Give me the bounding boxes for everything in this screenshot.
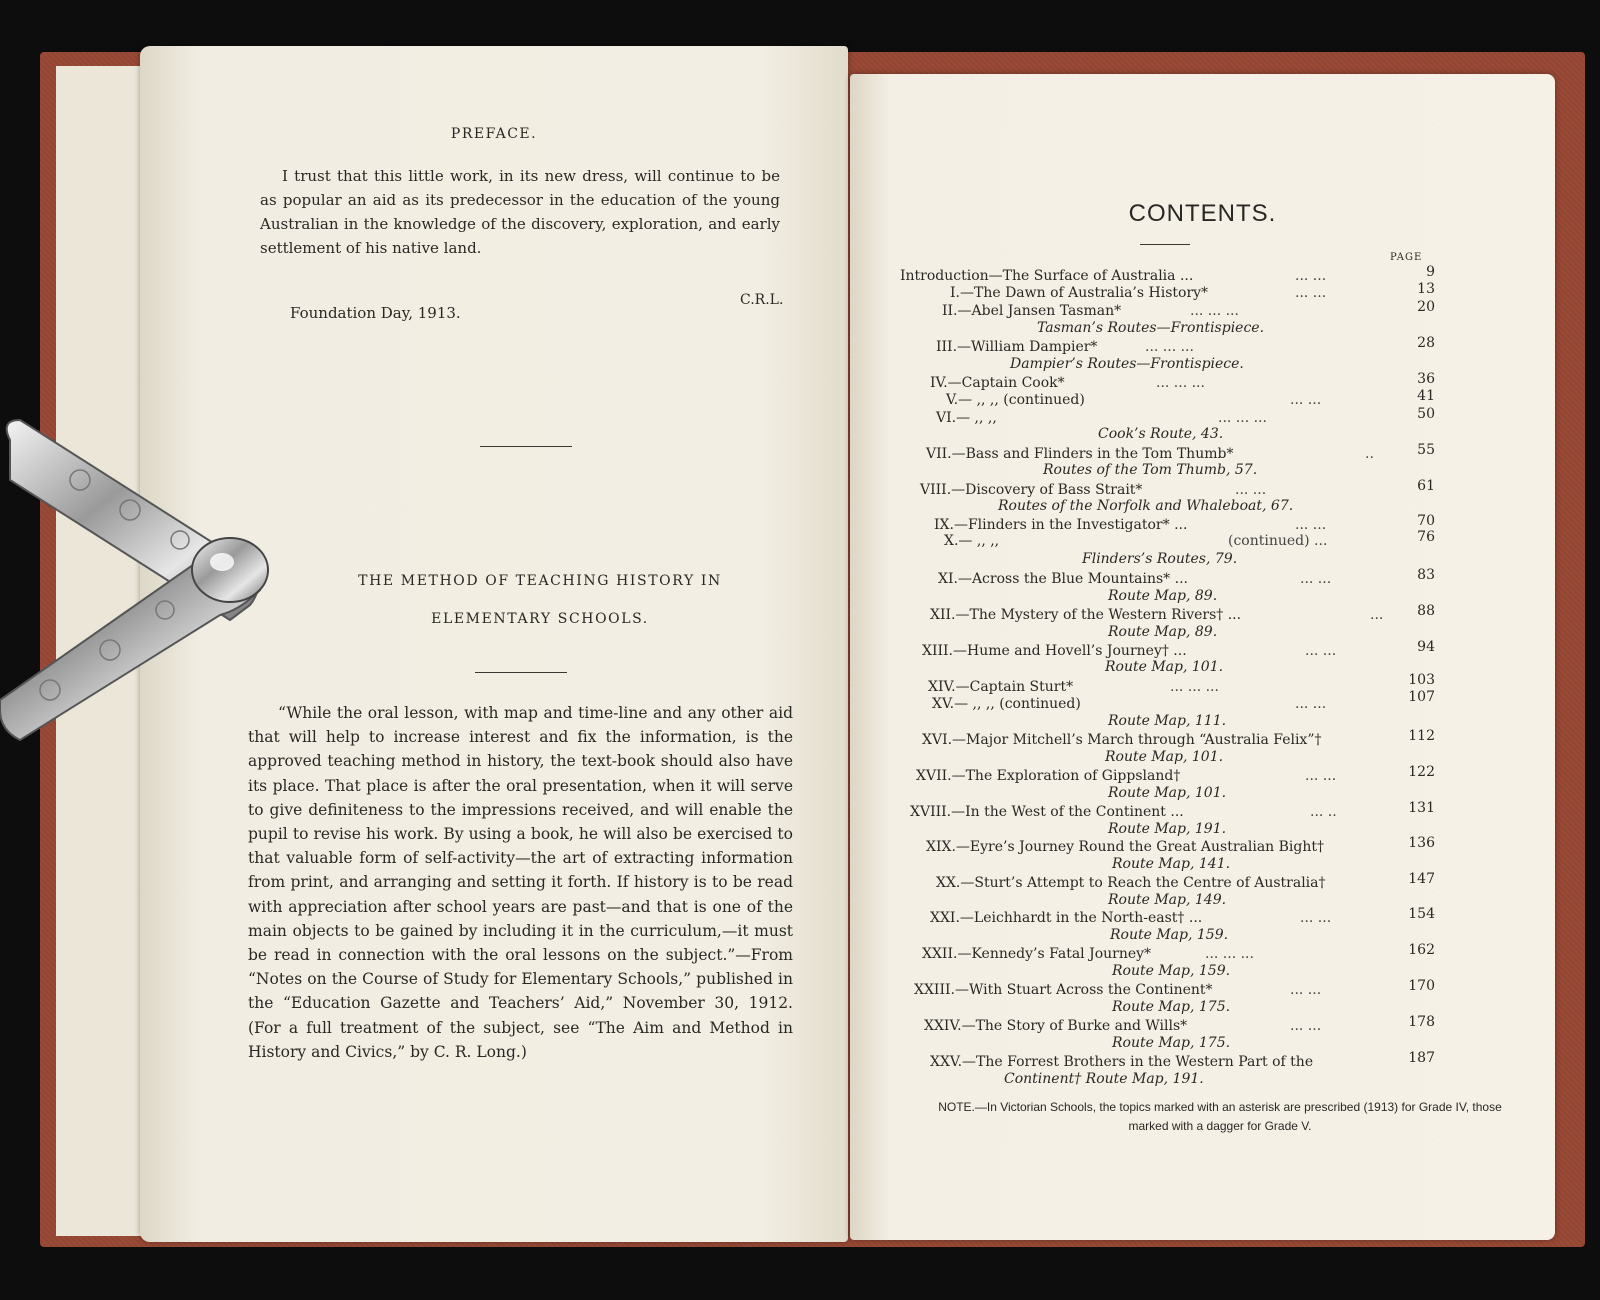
toc-page-number: 170 — [1408, 978, 1435, 994]
toc-page-number: 107 — [1408, 689, 1435, 705]
toc-subentry: Continent† Route Map, 191. — [1004, 1071, 1204, 1087]
toc-subentry: Route Map, 101. — [1105, 749, 1224, 765]
toc-entry: XXIV.—The Story of Burke and Wills* — [924, 1018, 1188, 1034]
method-title-line1: THE METHOD OF TEACHING HISTORY IN — [358, 573, 722, 589]
toc-subentry: Route Map, 111. — [1108, 713, 1227, 729]
toc-page-number: 162 — [1408, 942, 1435, 958]
toc-leader: ... ... — [1290, 392, 1322, 408]
toc-leader: ... ... ... — [1190, 303, 1239, 319]
preface-date: Foundation Day, 1913. — [290, 304, 461, 322]
toc-entry: VII.—Bass and Flinders in the Tom Thumb* — [926, 446, 1234, 462]
toc-leader: ... ... — [1295, 268, 1327, 284]
method-body: “While the oral lesson, with map and time-line and any other aid that will help to increase interest and fix the information, is the approved teaching method in history, the text-book should also have its place. That place is after the oral presentation, when it will serve to give definiteness to the impressions received, and will enable the pupil to revise his work. By using a book, he will also be exercised to that valuable form of self-activity—the art of extracting information from print, and arranging and setting it forth. If history is to be read with appreciation after school years are past—and that is one of the main objects to be gained by including it in the curriculum,—it must be read in connection with the oral lessons on the subject.”—From “Notes on the Course of Study for Elementary Schools,” published in the “Education Gazette and Teachers’ Aid,” November 30, 1912. (For a full treatment of the subject, see “The Aim and Method in History and Civics,” by C. R. Long.) — [248, 704, 793, 1061]
toc-leader: ... ... — [1305, 768, 1337, 784]
divider-rule — [1140, 244, 1190, 245]
toc-page-number: 112 — [1408, 728, 1435, 744]
toc-page-number: 28 — [1417, 335, 1435, 351]
toc-subentry: Route Map, 175. — [1112, 1035, 1231, 1051]
toc-entry: VIII.—Discovery of Bass Strait* — [920, 482, 1143, 498]
toc-subentry: Route Map, 191. — [1108, 821, 1227, 837]
toc-entry: XIX.—Eyre’s Journey Round the Great Australian Bight† — [926, 839, 1325, 855]
toc-entry: XV.— ,, ,, (continued) — [932, 696, 1081, 712]
toc-page-number: 178 — [1408, 1014, 1435, 1030]
right-page — [850, 74, 1555, 1240]
toc-entry: X.— ,, ,, — [944, 533, 1000, 549]
toc-entry: I.—The Dawn of Australia’s History* — [950, 285, 1209, 301]
toc-subentry: Route Map, 141. — [1112, 856, 1231, 872]
toc-page-number: 9 — [1426, 264, 1435, 280]
toc-entry: XVI.—Major Mitchell’s March through “Australia Felix”† — [922, 732, 1322, 748]
method-title-line2: ELEMENTARY SCHOOLS. — [431, 611, 649, 627]
toc-leader: ... ... — [1290, 982, 1322, 998]
toc-page-number: 154 — [1408, 906, 1435, 922]
toc-entry: XXIII.—With Stuart Across the Continent* — [914, 982, 1213, 998]
toc-subentry: Tasman’s Routes—Frontispiece. — [1037, 320, 1265, 336]
toc-subentry: Dampier’s Routes—Frontispiece. — [1010, 356, 1244, 372]
toc-leader: ... ... ... — [1218, 410, 1267, 426]
toc-subentry: Route Map, 149. — [1108, 892, 1227, 908]
toc-subentry: Route Map, 89. — [1108, 624, 1218, 640]
toc-leader: ... ... — [1235, 482, 1267, 498]
toc-entry: XI.—Across the Blue Mountains* ... — [938, 571, 1188, 587]
toc-page-number: 103 — [1408, 672, 1435, 688]
toc-entry: XVIII.—In the West of the Continent ... — [910, 804, 1184, 820]
toc-leader: ... ... ... — [1170, 679, 1219, 695]
toc-entry: II.—Abel Jansen Tasman* — [942, 303, 1122, 319]
divider-rule — [475, 672, 567, 673]
toc-subentry: Route Map, 159. — [1112, 963, 1231, 979]
toc-subentry: Route Map, 101. — [1105, 659, 1224, 675]
divider-rule — [480, 446, 572, 447]
toc-leader: ... ... — [1305, 643, 1337, 659]
toc-page-number: 13 — [1417, 281, 1435, 297]
toc-page-number: 50 — [1417, 406, 1435, 422]
toc-page-number: 36 — [1417, 371, 1435, 387]
toc-leader: (continued) ... — [1228, 533, 1328, 549]
toc-leader: ... ... — [1290, 1018, 1322, 1034]
toc-entry: VI.— ,, ,, — [936, 410, 997, 426]
toc-leader: ... ... — [1295, 696, 1327, 712]
toc-entry: Introduction—The Surface of Australia ... — [900, 268, 1194, 284]
toc-page-number: 61 — [1417, 478, 1435, 494]
toc-entry: XII.—The Mystery of the Western Rivers† ... — [930, 607, 1242, 623]
toc-page-number: 70 — [1417, 513, 1435, 529]
preface-body: I trust that this little work, in its new dress, will continue to be as popular an aid as its predecessor in the education of the young Australian in the knowledge of the discovery, exploration, and early settlement of his native land. — [260, 167, 780, 257]
toc-entry: IX.—Flinders in the Investigator* ... — [934, 517, 1188, 533]
toc-subentry: Route Map, 89. — [1108, 588, 1218, 604]
method-title — [290, 562, 790, 638]
toc-entry: V.— ,, ,, (continued) — [946, 392, 1085, 408]
preface-signature: C.R.L. — [740, 292, 784, 308]
bookmark-clip-icon — [0, 410, 300, 750]
toc-leader: ... — [1370, 607, 1384, 623]
contents-note: NOTE.—In Victorian Schools, the topics marked with an asterisk are prescribed (1913) for Grade IV, those marked with a dagger for Grade V. — [938, 1100, 1502, 1133]
toc-leader: ... ... ... — [1156, 375, 1205, 391]
toc-page-number: 41 — [1417, 388, 1435, 404]
toc-subentry: Route Map, 159. — [1110, 927, 1229, 943]
toc-entry: XX.—Sturt’s Attempt to Reach the Centre of Australia† — [936, 875, 1326, 891]
toc-subentry: Cook’s Route, 43. — [1098, 426, 1224, 442]
toc-page-number: 136 — [1408, 835, 1435, 851]
contents-title: CONTENTS. — [1128, 200, 1277, 227]
toc-page-number: 131 — [1408, 800, 1435, 816]
toc-subentry: Routes of the Norfolk and Whaleboat, 67. — [998, 498, 1294, 514]
toc-subentry: Route Map, 101. — [1108, 785, 1227, 801]
toc-entry: III.—William Dampier* — [936, 339, 1098, 355]
toc-entry: XIII.—Hume and Hovell’s Journey† ... — [922, 643, 1187, 659]
toc-leader: ... ... — [1300, 571, 1332, 587]
toc-subentry: Routes of the Tom Thumb, 57. — [1043, 462, 1258, 478]
toc-entry: XIV.—Captain Sturt* — [928, 679, 1074, 695]
toc-leader: ... ... ... — [1205, 946, 1254, 962]
toc-subentry: Flinders’s Routes, 79. — [1082, 551, 1238, 567]
toc-leader: ... ... — [1295, 285, 1327, 301]
toc-entry: XXV.—The Forrest Brothers in the Western Part of the — [930, 1054, 1314, 1070]
toc-leader: ... ... — [1300, 910, 1332, 926]
toc-page-number: 94 — [1417, 639, 1435, 655]
toc-page-number: 122 — [1408, 764, 1435, 780]
toc-page-number: 83 — [1417, 567, 1435, 583]
toc-subentry: Route Map, 175. — [1112, 999, 1231, 1015]
toc-page-number: 88 — [1417, 603, 1435, 619]
toc-leader: ... .. — [1310, 804, 1337, 820]
toc-entry: XXII.—Kennedy’s Fatal Journey* — [922, 946, 1152, 962]
toc-leader: .. — [1365, 446, 1374, 462]
toc-page-number: 187 — [1408, 1050, 1435, 1066]
toc-page-number: 55 — [1417, 442, 1435, 458]
toc-entry: XVII.—The Exploration of Gippsland† — [916, 768, 1181, 784]
toc-entry: IV.—Captain Cook* — [930, 375, 1065, 391]
toc-entry: XXI.—Leichhardt in the North-east† ... — [930, 910, 1203, 926]
toc-leader: ... ... — [1295, 517, 1327, 533]
toc-leader: ... ... ... — [1145, 339, 1194, 355]
toc-page-number: 20 — [1417, 299, 1435, 315]
toc-page-number: 147 — [1408, 871, 1435, 887]
page-column-label: PAGE — [1390, 252, 1423, 263]
toc-page-number: 76 — [1417, 529, 1435, 545]
preface-title: PREFACE. — [450, 126, 538, 142]
